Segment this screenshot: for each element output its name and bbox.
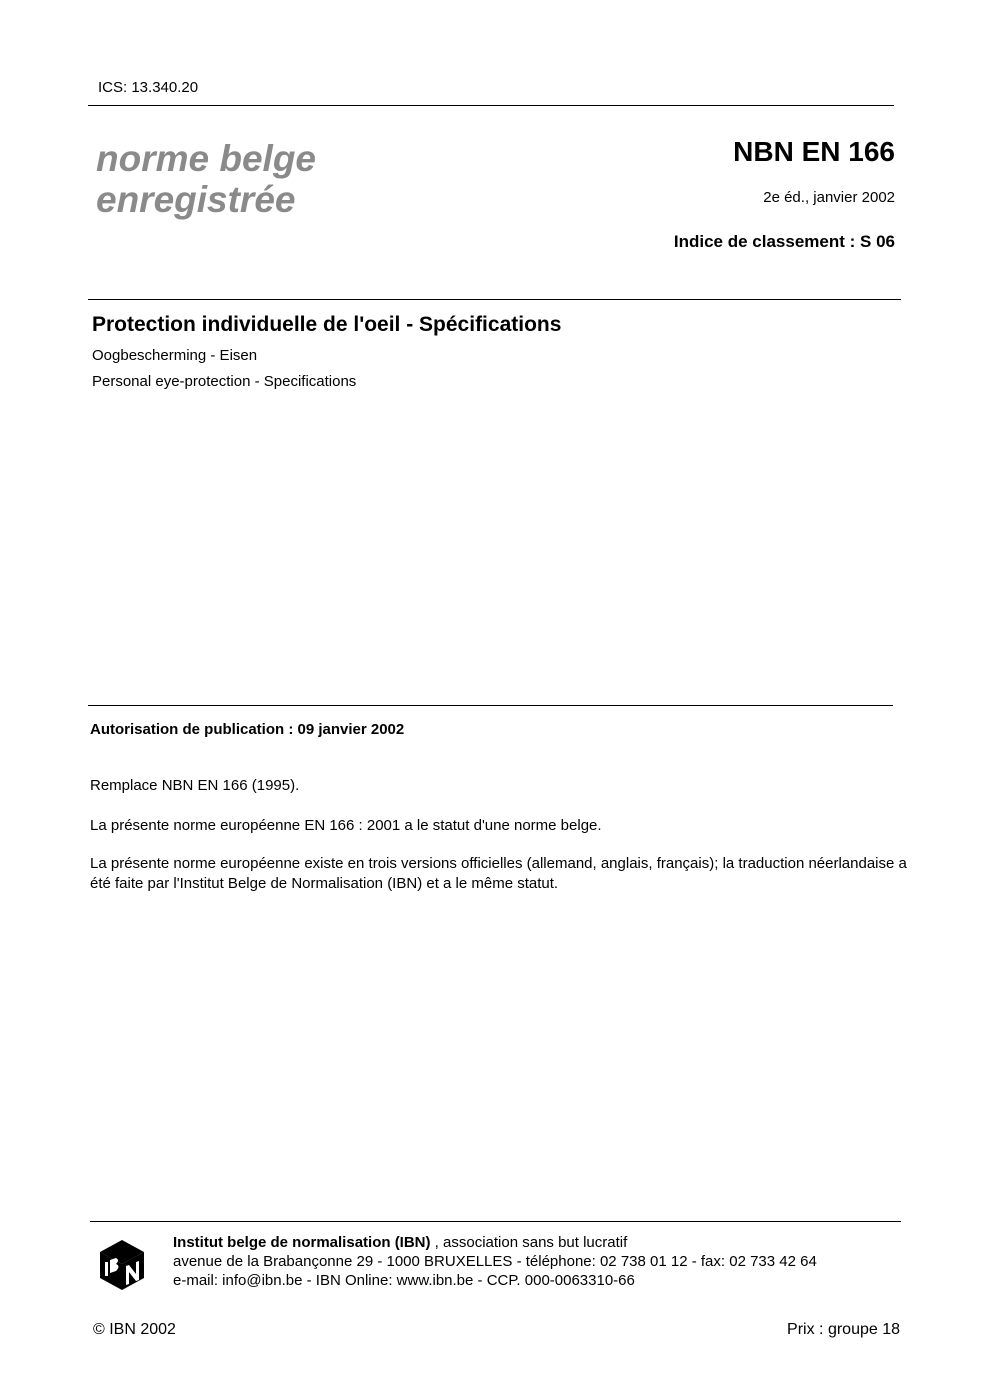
top-divider [88,105,894,106]
versions-note: La présente norme européenne existe en trois versions officielles (allemand, anglais, français); la traduction néerlandaise a été faite par l'Institut Belge de Normalisation (IBN) et a le même statut. [90,855,907,892]
org-description: , association sans but lucratif [430,1234,628,1251]
ibn-logo [96,1238,148,1292]
document-type-line1: norme belge [96,138,316,179]
org-name: Institut belge de normalisation (IBN) [173,1234,431,1251]
standard-number: NBN EN 166 [733,136,895,167]
price-group: Prix : groupe 18 [787,1321,900,1338]
ibn-logo-icon [96,1238,148,1292]
status-note: La présente norme européenne EN 166 : 2001 a le statut d'une norme belge. [90,817,602,834]
footer-divider [90,1221,901,1222]
document-type-title [96,138,316,220]
dutch-title: Oogbescherming - Eisen [92,347,258,364]
title-divider [88,299,901,300]
ics-code: ICS: 13.340.20 [98,79,199,96]
footer-contact: e-mail: info@ibn.be - IBN Online: www.ibn.be - CCP. 000-0063310-66 [173,1272,635,1289]
copyright: © IBN 2002 [93,1321,176,1338]
edition-date: 2e éd., janvier 2002 [763,189,895,206]
document-type-line2: enregistrée [96,179,296,220]
english-title: Personal eye-protection - Specifications [92,373,357,390]
french-title: Protection individuelle de l'oeil - Spécifications [92,313,562,336]
classification-index: Indice de classement : S 06 [673,232,895,251]
footer-address: avenue de la Brabançonne 29 - 1000 BRUXELLES - téléphone: 02 738 01 12 - fax: 02 733 42 64 [173,1253,817,1270]
body-divider [88,705,893,706]
footer-contact-block [173,1233,817,1290]
publication-authorization: Autorisation de publication : 09 janvier 2002 [90,721,405,738]
replaces-note: Remplace NBN EN 166 (1995). [90,777,300,794]
footer-org-line [173,1233,817,1252]
